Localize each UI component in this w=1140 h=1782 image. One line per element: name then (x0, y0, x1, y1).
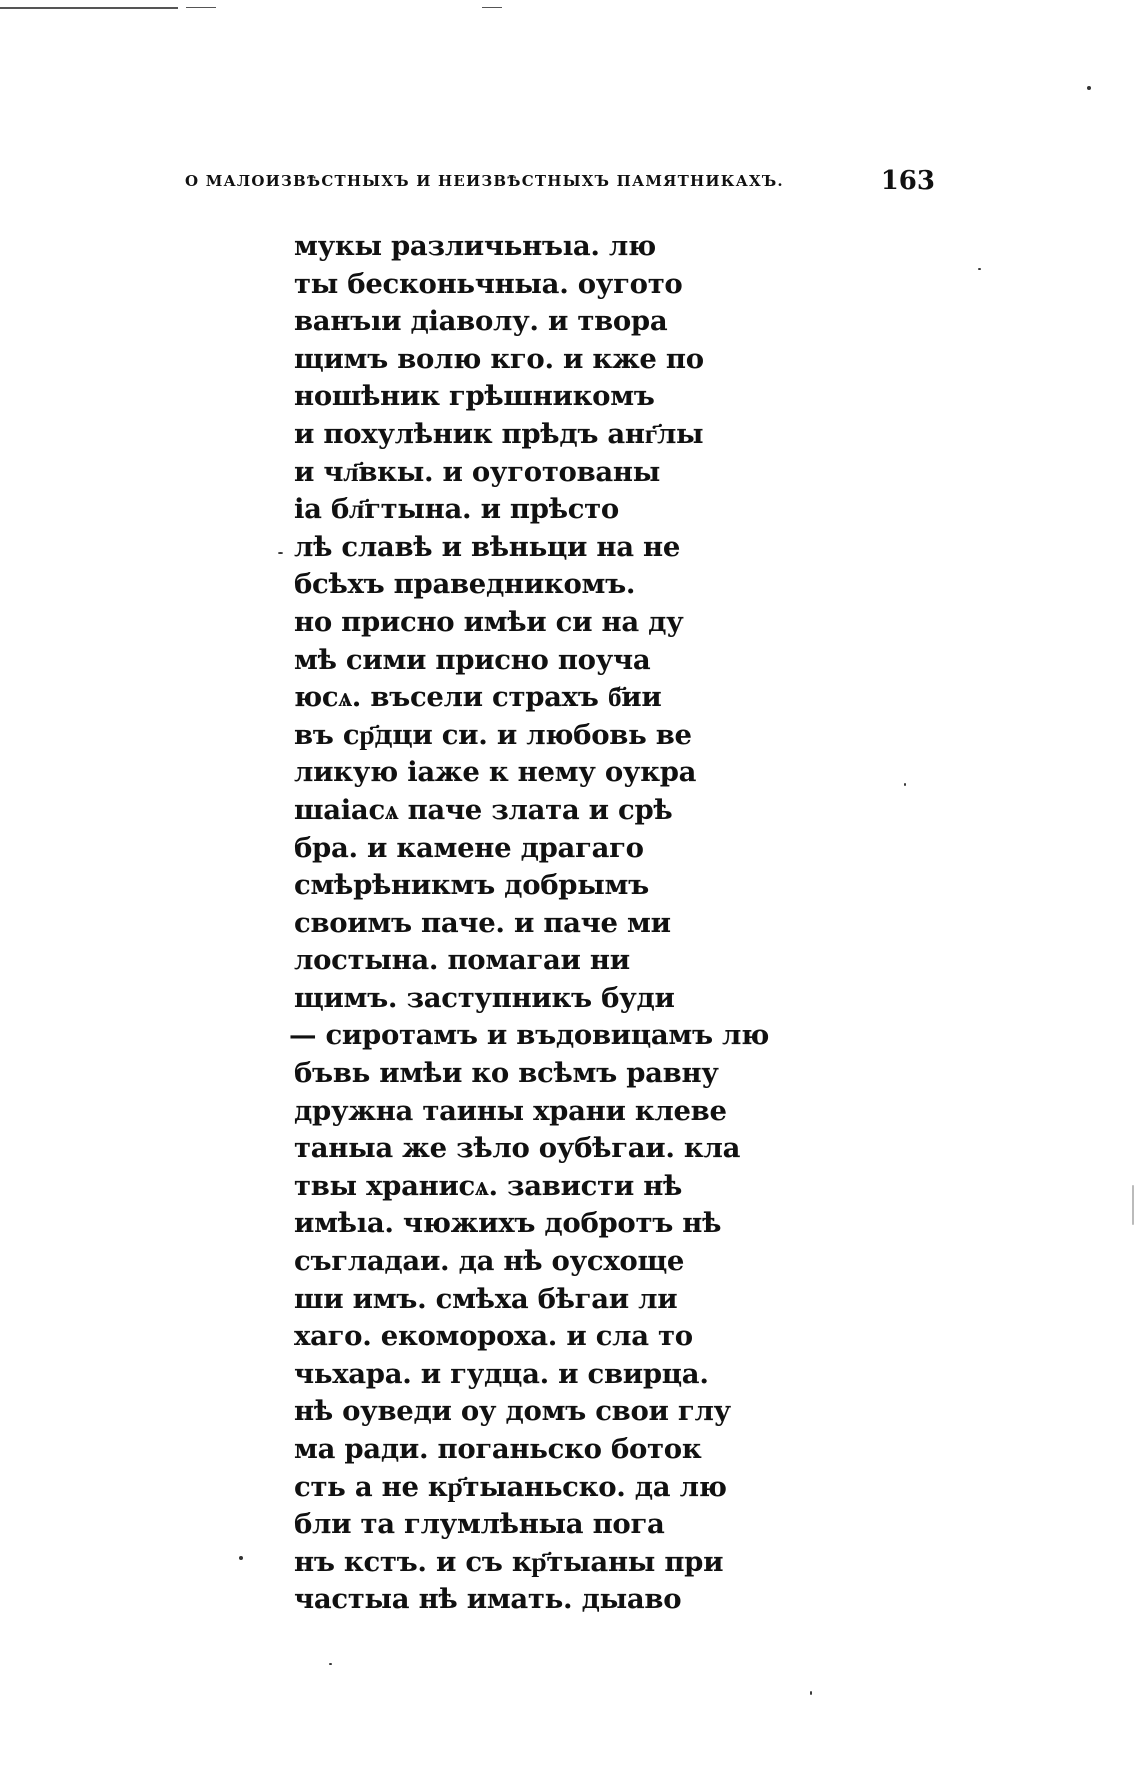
text-line: нѣ оуведи оу домъ свои глу (294, 1395, 731, 1428)
page-number: 163 (880, 166, 935, 196)
text-line: — сиротамъ и въдовицамъ лю (289, 1019, 770, 1052)
text-line: ликую іаже к нему оукра (294, 756, 697, 789)
scan-speck (329, 1663, 332, 1665)
text-line: съгладаи. да нѣ оусхоще (294, 1245, 685, 1278)
text-line: ма ради. поганьско боток (294, 1433, 702, 1465)
text-line: въ ср҃дци си. и любовь ве (294, 718, 692, 751)
top-rule (0, 7, 178, 9)
text-line: смѣрѣникмъ добрымъ (294, 869, 649, 902)
text-line: твы хранисѧ. зависти нѣ (294, 1169, 683, 1202)
text-line: щимъ волю кго. и кже по (294, 342, 704, 375)
scan-speck (239, 1556, 243, 1560)
text-line: ванъıи дiаволу. и твора (294, 305, 668, 338)
running-title: О МАЛОИЗВѢСТНЫХЪ И НЕИЗВѢСТНЫХЪ ПАМЯТНИКАХЪ. (185, 172, 784, 190)
top-rule (482, 7, 502, 8)
text-line: бсѣхъ праведникомъ. (294, 568, 636, 601)
scan-speck (1132, 1185, 1134, 1225)
text-line: таныа же зѣло оубѣгаи. кла (294, 1132, 741, 1165)
text-line: и чл҃вкы. и оуготованы (294, 455, 661, 488)
text-line: ты бесконьчныа. оугото (294, 267, 683, 300)
text-line: нъ кстъ. и съ кр҃тыаны при (294, 1545, 724, 1578)
text-line: мѣ сими присно поуча (294, 643, 651, 676)
top-rule (186, 7, 216, 8)
scan-speck (904, 783, 906, 786)
text-line: сть а не кр҃тыаньско. да лю (294, 1470, 727, 1503)
text-line: юсѧ. въсели страхъ б҃ии (294, 681, 662, 714)
text-line: іа бл҃гтына. и прѣсто (294, 493, 619, 526)
scan-speck (278, 552, 283, 554)
text-line: бли та глумлѣныа пога (294, 1508, 665, 1541)
scan-speck (1087, 86, 1091, 90)
text-line: лѣ славѣ и вѣньци на не (294, 530, 681, 563)
text-line: мукы различьнъıа. лю (294, 230, 656, 262)
text-line: дружна таины храни клеве (294, 1094, 727, 1127)
text-line: своимъ паче. и паче ми (294, 906, 671, 939)
text-line: ношѣник грѣшникомъ (294, 380, 655, 413)
text-line: и похулѣник прѣдъ анг҃лы (294, 417, 704, 450)
text-line: ши имъ. смѣха бѣгаи ли (294, 1282, 678, 1315)
text-line: частыа нѣ имать. дыаво (294, 1583, 682, 1616)
text-line: лостына. помагаи ни (294, 944, 630, 977)
text-line: чьхара. и гудца. и свирца. (294, 1357, 709, 1390)
scan-speck (810, 1691, 812, 1695)
text-line: бра. и камене драгаго (294, 831, 644, 864)
text-line: щимъ. заступникъ буди (294, 981, 675, 1014)
text-line: имѣıа. чюжихъ добротъ нѣ (294, 1207, 722, 1240)
text-line: хаго. екомороха. и сла то (294, 1320, 693, 1353)
text-column (289, 228, 770, 1619)
page-header (185, 166, 935, 196)
text-line: бъвь имѣи ко всѣмъ равну (294, 1057, 719, 1090)
scan-speck (978, 268, 981, 270)
text-line: шаіасѧ паче злата и срѣ (294, 793, 673, 826)
text-line: но присно имѣи си на ду (294, 605, 684, 638)
